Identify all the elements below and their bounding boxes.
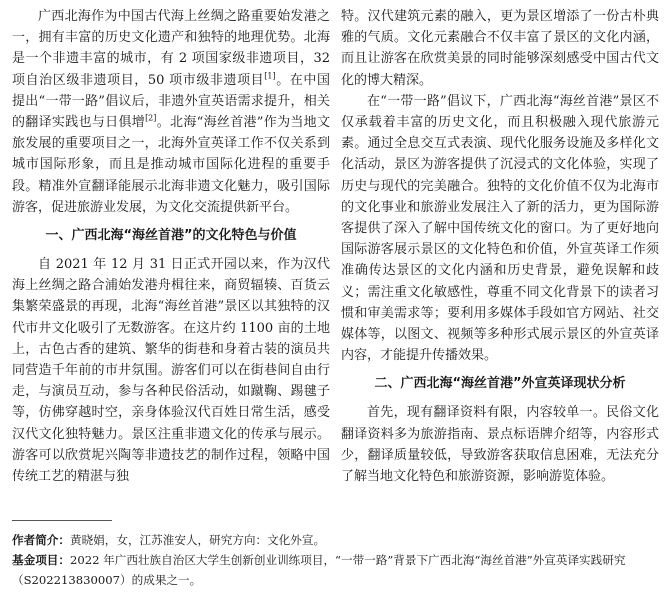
intro-text-part3: 。北海“海丝首港”作为当地文旅发展的重要项目之一，北海外宣英译工作不仅关系到城市国际形象，而且是推动城市国际化进程的重要手段。精准外宣翻译能展示北海非遗文化魅力，吸引国际游客，促进旅游业发展，为文化交流提供新平台。 — [12, 115, 330, 215]
intro-text-part2: 。在中国提出“一带一路”倡议后，非遗外宣英语需求提升，相关的翻译实践也与日俱增 — [12, 72, 330, 131]
section-heading-2: 二、广西北海“海丝首港”外宣英译现状分析 — [374, 376, 626, 392]
belt-road-paragraph: 在“一带一路”倡议下，广西北海“海丝首港”景区不仅承载着丰富的历史文化，而且积极融入现代旅游元素。通过全息交互式表演、现代化服务设施及多样化文化活动，景区为游客提供了沉浸式的文化体验，实现了历史与现代的完美融合。独特的文化价值不仅为北海市的文化事业和旅游业发展注入了新的活力，更为国际游客提供了深入了解中国传统文化的窗口。为了更好地向国际游客展示景区的文化特色和价值，外宣英译工作须准确传达景区的文化内涵和历史背景，避免误解和歧义；需注重文化敏感性，尊重不同文化背景下的读者习惯和审美需求等；要利用多媒体手段如官方网站、社交媒体等，以图文、视频等多种形式展示景区的外宣英译内容，才能提升传播效果。 — [341, 93, 659, 364]
citation-ref-1[interactable]: [1] — [264, 71, 276, 81]
citation-ref-2[interactable]: [2] — [145, 113, 157, 123]
author-note — [12, 530, 662, 550]
section-heading-1: 一、广西北海“海丝首港”的文化特色与价值 — [45, 228, 297, 244]
author-text: 黄晓娟，女，江苏淮安人，研究方向：文化外宣。 — [69, 533, 326, 547]
footnotes — [12, 530, 662, 590]
intro-text-part1: 广西北海作为中国古代海上丝绸之路重要始发港之一，拥有丰富的历史文化遗产和独特的地理优势。北海是一个非遗丰富的城市，有 2 项国家级非遗项目，32 项自治区级非遗项目，50 项市级非遗项目 — [12, 9, 330, 88]
section2-paragraph: 首先，现有翻译资料有限，内容较单一。民俗文化翻译资料多为旅游指南、景点标语牌介绍等，内容形式少，翻译质量较低，导致游客获取信息困难，无法充分了解当地文化特色和旅游资源，影响游览体验。 — [341, 405, 659, 485]
continued-paragraph: 特。汉代建筑元素的融入，更为景区增添了一份古朴典雅的气质。文化元素融合不仅丰富了景区的文化内涵，而且让游客在欣赏美景的同时能够深刻感受中国古代文化的博大精深。 — [341, 9, 659, 88]
intro-paragraph — [12, 6, 330, 218]
fund-label: 基金项目： — [12, 553, 70, 567]
fund-text: 2022 年广西壮族自治区大学生创新创业训练项目，“一带一路”背景下广西北海“海丝首港”外宣英译实践研究（S202213830007）的成果之一。 — [12, 553, 626, 587]
fund-note — [12, 550, 662, 590]
author-label: 作者简介： — [12, 533, 70, 547]
left-column — [12, 6, 330, 487]
section1-paragraph: 自 2021 年 12 月 31 日正式开园以来，作为汉代海上丝绸之路合浦始发港舟楫往来，商贸辐辏、百货云集繁荣盛景的再现，北海“海丝首港”景区以其独特的汉代市井文化吸引了无数游客。在这片约 1100 亩的土地上，古色古香的建筑、繁华的街巷和身着古装的演员共同营造千年前的市井氛围。游客们可以在街巷间自由行走，与演员互动，参与各种民俗活动，如蹴鞠、踢毽子等，仿佛穿越时空，亲身体验汉代百姓日常生活，感受汉代文化独特魅力。景区注重非遗文化的传承与展示。游客可以欣赏坭兴陶等非遗技艺的制作过程，领略中国传统工艺的精湛与独 — [12, 257, 330, 485]
right-column — [341, 6, 659, 487]
footnote-divider — [12, 520, 112, 521]
